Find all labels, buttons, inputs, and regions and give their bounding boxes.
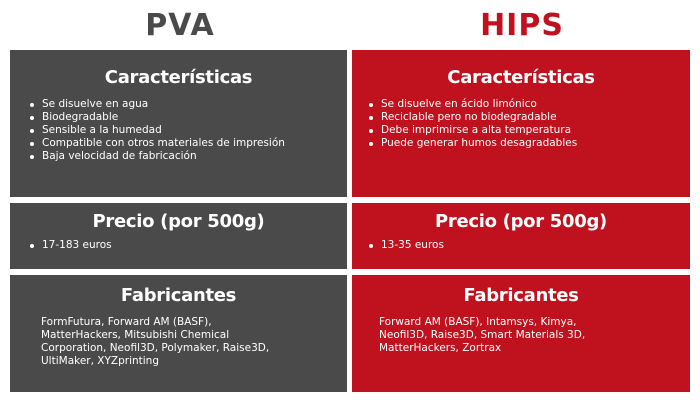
hips-price-box (352, 203, 690, 269)
makers-line: Corporation, Neofil3D, Polymaker, Raise3D, (41, 342, 270, 354)
list-item: Biodegradable (27, 111, 347, 124)
list-item: Sensible a la humedad (27, 124, 347, 137)
hips-makers-text (379, 316, 690, 355)
list-item: Se disuelve en agua (27, 98, 347, 111)
pva-features-list (27, 98, 347, 163)
hips-heading: HIPS (480, 8, 564, 43)
hips-price-title: Precio (por 500g) (435, 211, 607, 232)
list-item: Reciclable pero no biodegradable (366, 111, 690, 124)
pva-features-title: Características (104, 67, 253, 88)
pva-price-list (27, 239, 347, 252)
pva-makers-box (10, 275, 347, 392)
makers-line: MatterHackers, Mitsubishi Chemical (41, 329, 230, 341)
makers-line: Forward AM (BASF), Intamsys, Kimya, (379, 316, 577, 328)
makers-line: Neofil3D, Raise3D, Smart Materials 3D, (379, 329, 586, 341)
makers-line: FormFutura, Forward AM (BASF), (41, 316, 212, 328)
makers-line: UltiMaker, XYZprinting (41, 355, 159, 367)
list-item: Baja velocidad de fabricación (27, 150, 347, 163)
list-item: 17-183 euros (27, 239, 347, 252)
hips-features-box (352, 50, 690, 197)
list-item: Puede generar humos desagradables (366, 137, 690, 150)
pva-price-box (10, 203, 347, 269)
hips-makers-title: Fabricantes (463, 285, 579, 306)
list-item: Debe imprimirse a alta temperatura (366, 124, 690, 137)
pva-makers-title: Fabricantes (120, 285, 237, 306)
hips-features-title: Características (447, 67, 595, 88)
hips-makers-box (352, 275, 690, 392)
list-item: Se disuelve en ácido limónico (366, 98, 690, 111)
pva-price-title: Precio (por 500g) (92, 211, 265, 232)
hips-price-list (366, 239, 690, 252)
hips-features-list (366, 98, 690, 150)
pva-makers-text (41, 316, 347, 368)
pva-features-box (10, 50, 347, 197)
pva-heading: PVA (145, 8, 215, 43)
list-item: 13-35 euros (366, 239, 690, 252)
list-item: Compatible con otros materiales de impresión (27, 137, 347, 150)
makers-line: MatterHackers, Zortrax (379, 342, 502, 354)
